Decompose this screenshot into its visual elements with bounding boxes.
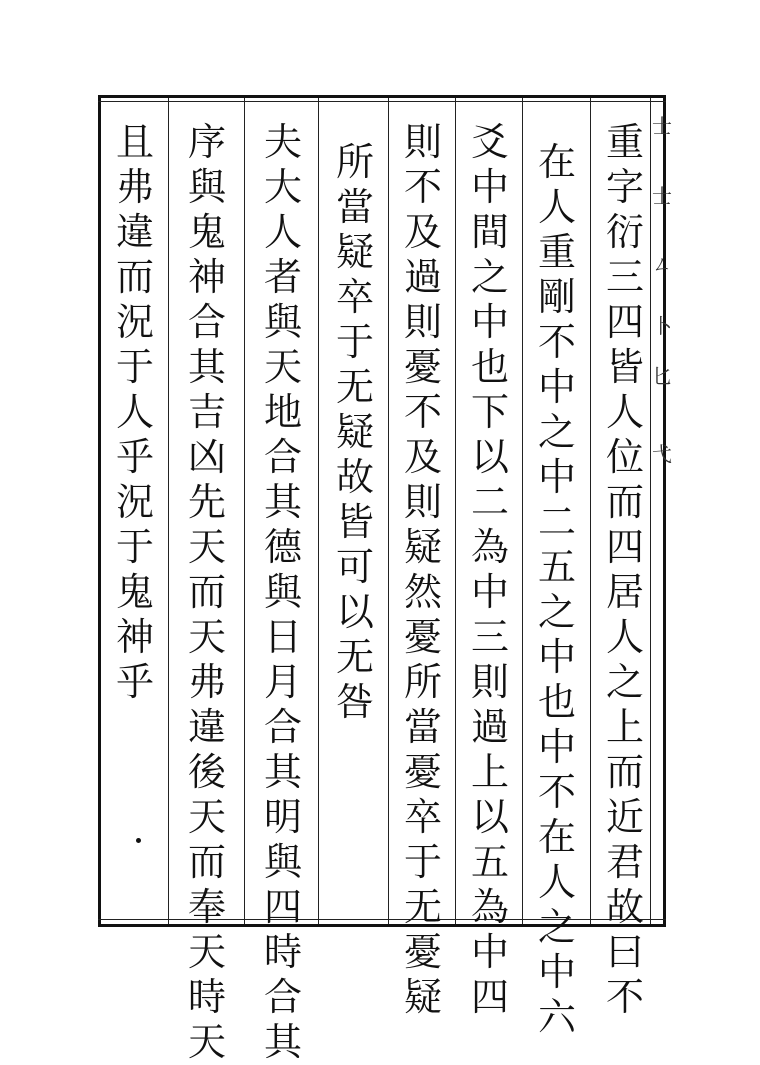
character: 重 <box>605 120 644 164</box>
column-rule <box>590 98 591 924</box>
character: 憂 <box>403 345 442 389</box>
character: 之 <box>470 255 509 299</box>
character: 弗 <box>187 660 226 704</box>
character: 德 <box>263 525 302 569</box>
column-rule <box>455 98 456 924</box>
character: 三 <box>470 615 509 659</box>
character: 況 <box>115 480 154 524</box>
character: 不 <box>537 320 576 364</box>
character: 不 <box>403 390 442 434</box>
edge-mark: 匕 <box>652 364 672 388</box>
character: 鬼 <box>187 210 226 254</box>
character: 其 <box>263 480 302 524</box>
frame-inner-top-line <box>98 101 666 102</box>
character: 君 <box>605 840 644 884</box>
character: 人 <box>263 210 302 254</box>
character: 中 <box>537 950 576 994</box>
character: 弗 <box>115 165 154 209</box>
character: 神 <box>115 615 154 659</box>
character: 疑 <box>403 975 442 1019</box>
character: 然 <box>403 570 442 614</box>
edge-mark: 士 <box>652 184 672 208</box>
character: 中 <box>470 930 509 974</box>
character: 中 <box>470 570 509 614</box>
column-rule <box>244 98 245 924</box>
character: 與 <box>187 165 226 209</box>
character: 中 <box>537 725 576 769</box>
punctuation-dot <box>136 838 141 843</box>
character: 天 <box>187 615 226 659</box>
character: 吉 <box>187 390 226 434</box>
character: 中 <box>537 635 576 679</box>
character: 地 <box>263 390 302 434</box>
character: 凶 <box>187 435 226 479</box>
character: 不 <box>605 975 644 1019</box>
character: 乎 <box>115 660 154 704</box>
character: 其 <box>263 750 302 794</box>
character: 當 <box>403 705 442 749</box>
character: 合 <box>263 435 302 479</box>
character: 先 <box>187 480 226 524</box>
character: 以 <box>470 435 509 479</box>
character: 无 <box>335 365 374 409</box>
character: 位 <box>605 435 644 479</box>
character: 疑 <box>335 410 374 454</box>
character: 字 <box>605 165 644 209</box>
character: 月 <box>263 660 302 704</box>
text-column-3 <box>459 120 521 1020</box>
character: 爻 <box>470 120 509 164</box>
character: 奉 <box>187 885 226 929</box>
column-rule <box>168 98 169 924</box>
character: 天 <box>187 525 226 569</box>
character: 以 <box>470 795 509 839</box>
character: 其 <box>263 1020 302 1064</box>
character: 天 <box>187 795 226 839</box>
character: 人 <box>605 390 644 434</box>
character: 與 <box>263 300 302 344</box>
character: 中 <box>537 455 576 499</box>
character: 四 <box>263 885 302 929</box>
character: 人 <box>115 390 154 434</box>
character: 在 <box>537 815 576 859</box>
character: 可 <box>335 545 374 589</box>
character: 二 <box>537 500 576 544</box>
character: 其 <box>187 345 226 389</box>
character: 也 <box>470 345 509 389</box>
character: 合 <box>263 705 302 749</box>
character: 之 <box>605 660 644 704</box>
character: 无 <box>335 635 374 679</box>
character: 以 <box>335 590 374 634</box>
character: 神 <box>187 255 226 299</box>
character: 于 <box>403 840 442 884</box>
character: 五 <box>537 545 576 589</box>
character: 四 <box>605 525 644 569</box>
character: 人 <box>537 185 576 229</box>
character: 皆 <box>605 345 644 389</box>
character: 夫 <box>263 120 302 164</box>
character: 卒 <box>335 275 374 319</box>
character: 于 <box>335 320 374 364</box>
character: 疑 <box>335 230 374 274</box>
character: 況 <box>115 300 154 344</box>
character: 大 <box>263 165 302 209</box>
character: 鬼 <box>115 570 154 614</box>
character: 衍 <box>605 210 644 254</box>
character: 四 <box>470 975 509 1019</box>
character: 而 <box>115 255 154 299</box>
character: 乎 <box>115 435 154 479</box>
edge-mark: 士 <box>652 114 672 138</box>
character: 而 <box>605 480 644 524</box>
character: 不 <box>537 770 576 814</box>
character: 剛 <box>537 275 576 319</box>
character: 五 <box>470 840 509 884</box>
character: 及 <box>403 435 442 479</box>
character: 人 <box>605 615 644 659</box>
edge-mark: 卜 <box>652 314 672 338</box>
text-column-6 <box>252 120 314 1065</box>
character: 與 <box>263 570 302 614</box>
character: 所 <box>403 660 442 704</box>
edge-mark: ㄥ <box>652 252 672 276</box>
character: 重 <box>537 230 576 274</box>
character: 而 <box>187 570 226 614</box>
character: 之 <box>537 410 576 454</box>
character: 過 <box>470 705 509 749</box>
character: 不 <box>403 165 442 209</box>
character: 憂 <box>403 930 442 974</box>
character: 合 <box>187 300 226 344</box>
character: 卒 <box>403 795 442 839</box>
character: 上 <box>470 750 509 794</box>
character: 人 <box>537 860 576 904</box>
character: 則 <box>403 480 442 524</box>
character: 在 <box>537 140 576 184</box>
text-column-1 <box>594 120 656 1020</box>
text-column-7 <box>176 120 238 1065</box>
character: 天 <box>187 930 226 974</box>
character: 日 <box>263 615 302 659</box>
character: 于 <box>115 525 154 569</box>
character: 時 <box>263 930 302 974</box>
character: 下 <box>470 390 509 434</box>
character: 憂 <box>403 615 442 659</box>
text-column-4 <box>392 120 454 1020</box>
character: 故 <box>335 455 374 499</box>
column-rule <box>318 98 319 924</box>
character: 為 <box>470 525 509 569</box>
text-column-5 <box>324 140 386 725</box>
edge-mark: 弋 <box>652 442 672 466</box>
character: 後 <box>187 750 226 794</box>
character: 時 <box>187 975 226 1019</box>
character: 違 <box>187 705 226 749</box>
character: 過 <box>403 255 442 299</box>
character: 而 <box>605 750 644 794</box>
character: 之 <box>537 590 576 634</box>
character: 中 <box>470 300 509 344</box>
character: 也 <box>537 680 576 724</box>
character: 皆 <box>335 500 374 544</box>
character: 則 <box>403 300 442 344</box>
character: 居 <box>605 570 644 614</box>
character: 明 <box>263 795 302 839</box>
character: 憂 <box>403 750 442 794</box>
character: 无 <box>403 885 442 929</box>
character: 天 <box>263 345 302 389</box>
character: 天 <box>187 1020 226 1064</box>
character: 者 <box>263 255 302 299</box>
character: 近 <box>605 795 644 839</box>
character: 為 <box>470 885 509 929</box>
character: 中 <box>470 165 509 209</box>
fold-edge-marks <box>648 98 678 924</box>
character: 序 <box>187 120 226 164</box>
character: 故 <box>605 885 644 929</box>
character: 咎 <box>335 680 374 724</box>
character: 則 <box>403 120 442 164</box>
column-rule <box>522 98 523 924</box>
column-rule <box>388 98 389 924</box>
text-column-8 <box>104 120 166 705</box>
character: 合 <box>263 975 302 1019</box>
character: 間 <box>470 210 509 254</box>
character: 六 <box>537 995 576 1039</box>
character: 且 <box>115 120 154 164</box>
character: 曰 <box>605 930 644 974</box>
character: 三 <box>605 255 644 299</box>
character: 所 <box>335 140 374 184</box>
character: 疑 <box>403 525 442 569</box>
character: 與 <box>263 840 302 884</box>
character: 上 <box>605 705 644 749</box>
character: 中 <box>537 365 576 409</box>
character: 之 <box>537 905 576 949</box>
character: 當 <box>335 185 374 229</box>
character: 而 <box>187 840 226 884</box>
character: 二 <box>470 480 509 524</box>
character: 違 <box>115 210 154 254</box>
character: 及 <box>403 210 442 254</box>
character: 于 <box>115 345 154 389</box>
character: 則 <box>470 660 509 704</box>
character: 四 <box>605 300 644 344</box>
text-column-2 <box>526 140 588 1040</box>
